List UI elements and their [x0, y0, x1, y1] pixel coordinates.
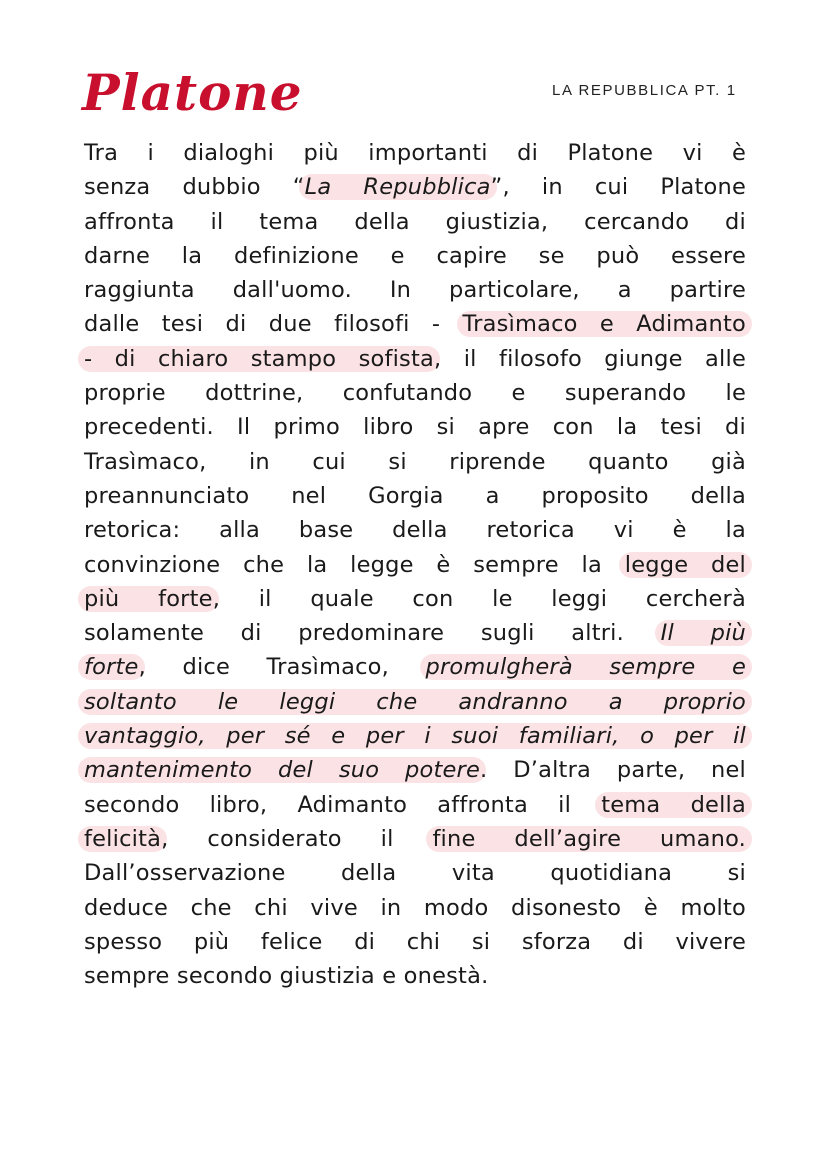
body-text	[84, 136, 746, 993]
text-line: retorica: alla base della retorica vi è la	[84, 517, 746, 544]
text-line: precedenti. Il primo libro si apre con la tesi di	[84, 414, 746, 441]
text-line: secondo libro, Adimanto affronta il tema della	[84, 788, 746, 822]
text-line: sempre secondo giustizia e onestà.	[84, 963, 489, 990]
text-line	[84, 685, 746, 719]
page-subtitle: LA REPUBBLICA PT. 1	[552, 82, 737, 99]
highlight-quote: forte	[78, 654, 145, 680]
text-line: raggiunta dall'uomo. In particolare, a partire	[84, 277, 746, 304]
page-title: Platone	[82, 63, 303, 122]
text-line: spesso più felice di chi si sforza di vivere	[84, 928, 746, 955]
text-line: darne la definizione e capire se può essere	[84, 242, 746, 269]
highlight-philosophers: Trasìmaco e Adimanto	[457, 311, 752, 337]
highlight-happiness: felicità	[78, 826, 167, 852]
text-line: proprie dottrine, confutando e superando le	[84, 380, 746, 407]
text-line: felicità, considerato il fine dell’agire umano.	[84, 822, 746, 856]
text-line: dalle tesi di due filosofi - Trasìmaco e Adimanto	[84, 307, 746, 341]
highlight-end: fine dell’agire umano.	[426, 826, 752, 852]
highlight-quote: vantaggio, per sé e per i suoi familiari, o per il	[78, 723, 752, 749]
text-line: deduce che chi vive in modo disonesto è molto	[84, 894, 746, 921]
highlight-quote: mantenimento del suo potere	[78, 757, 486, 783]
text-line: convinzione che la legge è sempre la legge del	[84, 548, 746, 582]
highlight-book-title: La Repubblica	[299, 174, 497, 200]
highlight-quote: promulgherà sempre e	[420, 654, 752, 680]
highlight-happiness: tema della	[595, 792, 752, 818]
text-line: più forte, il quale con le leggi cercherà	[84, 582, 746, 616]
text-line: affronta il tema della giustizia, cercando di	[84, 208, 746, 235]
text-line	[84, 719, 746, 753]
text-line: - di chiaro stampo sofista, il filosofo giunge alle	[84, 342, 746, 376]
text-line: mantenimento del suo potere. D’altra parte, nel	[84, 753, 746, 787]
text-line: solamente di predominare sugli altri. Il più	[84, 616, 746, 650]
highlight-stronger: più forte	[78, 586, 219, 612]
text-line: senza dubbio “La Repubblica”, in cui Platone	[84, 174, 747, 201]
text-line: Tra i dialoghi più importanti di Platone vi è	[84, 140, 746, 166]
highlight-law: legge del	[619, 552, 752, 578]
highlight-sophist: - di chiaro stampo sofista	[78, 346, 440, 372]
text-line: preannunciato nel Gorgia a proposito della	[84, 482, 746, 509]
highlight-quote: soltanto le leggi che andranno a proprio	[78, 689, 752, 715]
highlight-quote: Il più	[655, 620, 752, 646]
text-line: Dall’osservazione della vita quotidiana si	[84, 860, 746, 887]
text-line: forte, dice Trasìmaco, promulgherà sempre e	[84, 650, 746, 684]
text-line: Trasìmaco, in cui si riprende quanto già	[84, 448, 746, 475]
